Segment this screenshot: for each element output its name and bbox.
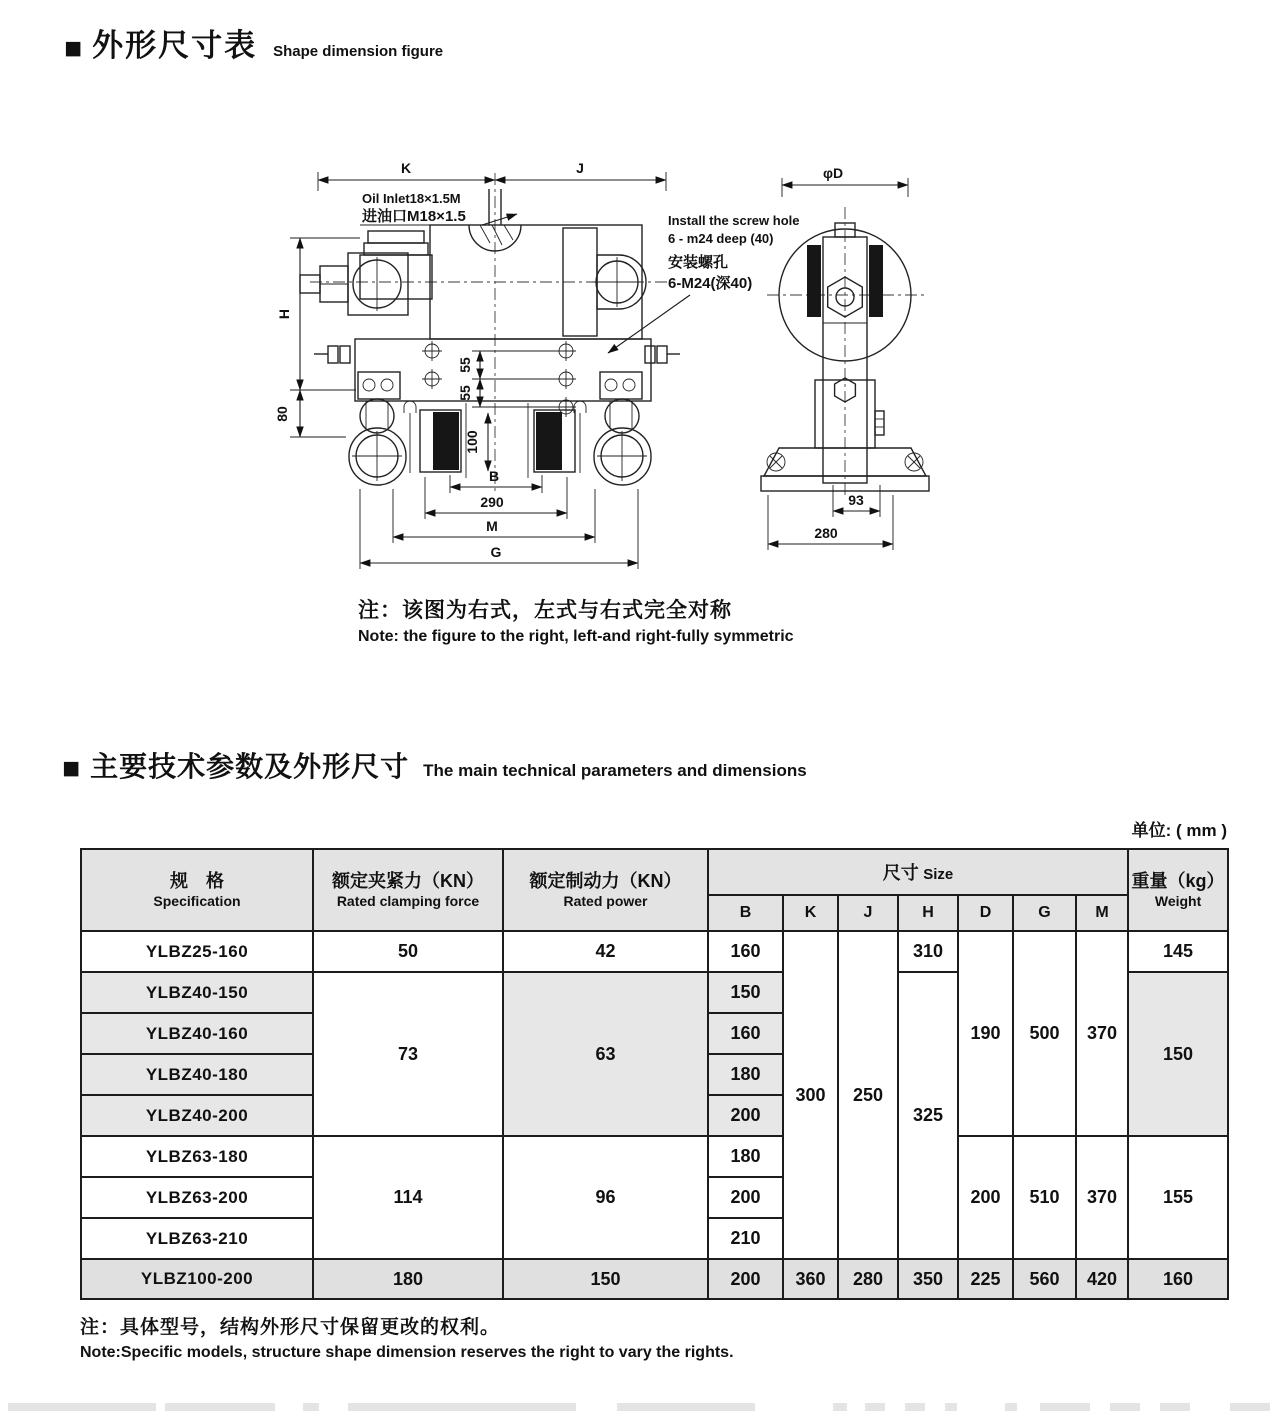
section1-title-zh: 外形尺寸表: [92, 28, 258, 63]
shape-dimension-drawing: [270, 145, 1000, 605]
parameters-table: [80, 848, 1229, 1300]
col-header-J: J: [838, 895, 898, 931]
screw-hole-annotation: [608, 213, 800, 353]
ear-hinges: [349, 428, 651, 485]
cell-clamp: 50: [313, 931, 503, 972]
cell-spec: YLBZ40-200: [81, 1095, 313, 1136]
dim-label-100: 100: [464, 430, 480, 454]
page-bottom-artifact: [0, 1403, 1279, 1411]
cell-K: 360: [783, 1259, 838, 1299]
cell-brake-merged: 96: [503, 1136, 708, 1259]
cell-H: 310: [898, 931, 958, 972]
cell-M-merged: 370: [1076, 931, 1128, 1136]
cell-spec: YLBZ100-200: [81, 1259, 313, 1299]
col-header-size: 尺寸 Size: [708, 849, 1128, 895]
cell-B: 160: [708, 1013, 783, 1054]
dim-label-80: 80: [274, 406, 290, 422]
cell-B: 180: [708, 1054, 783, 1095]
dim-label-J: J: [576, 160, 584, 176]
screw-note-zh2: 6-M24(深40): [668, 275, 753, 292]
cell-clamp-merged: 114: [313, 1136, 503, 1259]
screw-note-en2: 6 - m24 deep (40): [668, 231, 774, 246]
unit-label: 单位: ( mm ): [1131, 821, 1227, 840]
cell-G: 560: [1013, 1259, 1076, 1299]
screw-note-en1: Install the screw hole: [668, 213, 800, 228]
cell-weight-merged: 155: [1128, 1136, 1228, 1259]
drawing-note-zh: 注：该图为右式，左式与右式完全对称: [358, 599, 732, 622]
oil-inlet-label-zh: 进油口M18×1.5: [362, 208, 466, 225]
cell-spec: YLBZ63-200: [81, 1177, 313, 1218]
dim-label-K: K: [400, 160, 412, 176]
section2-title-zh: 主要技术参数及外形尺寸: [90, 751, 410, 782]
cell-H-merged: 325: [898, 972, 958, 1259]
col-header-weight: 重量（kg） Weight: [1128, 849, 1228, 931]
black-square-marker: ■: [62, 752, 81, 785]
cell-clamp-merged: 73: [313, 972, 503, 1136]
dim-label-280: 280: [814, 525, 838, 541]
col-header-G: G: [1013, 895, 1076, 931]
dim-label-phiD: φD: [822, 165, 844, 181]
col-header-spec: 规 格 Specification: [81, 849, 313, 931]
cell-D-merged: 200: [958, 1136, 1013, 1259]
cell-D-merged: 190: [958, 931, 1013, 1136]
cell-B: 150: [708, 972, 783, 1013]
drawing-note: [358, 594, 794, 646]
section2-title-en: The main technical parameters and dimensions: [423, 761, 807, 780]
cell-J: 280: [838, 1259, 898, 1299]
cell-spec: YLBZ40-180: [81, 1054, 313, 1095]
col-header-H: H: [898, 895, 958, 931]
section2-title: [62, 745, 807, 785]
dim-label-55a: 55: [457, 357, 473, 373]
black-square-marker: ■: [64, 32, 83, 65]
cell-B: 200: [708, 1259, 783, 1299]
col-header-braking-force: 额定制动力（KN） Rated power: [503, 849, 708, 931]
cell-B: 180: [708, 1136, 783, 1177]
dim-label-93: 93: [848, 492, 864, 508]
footnote: [80, 1312, 734, 1362]
cell-K-merged: 300: [783, 931, 838, 1259]
col-header-clamping-force: 额定夹紧力（KN） Rated clamping force: [313, 849, 503, 931]
cell-G-merged: 500: [1013, 931, 1076, 1136]
cell-weight: 160: [1128, 1259, 1228, 1299]
table-row: [81, 1259, 1228, 1299]
cell-spec: YLBZ40-160: [81, 1013, 313, 1054]
footnote-zh: 注：具体型号，结构外形尺寸保留更改的权利。: [80, 1317, 501, 1338]
dim-label-M: M: [486, 518, 498, 534]
cell-brake: 42: [503, 931, 708, 972]
side-bolts: [314, 346, 680, 363]
dim-label-B: B: [488, 468, 500, 484]
cell-brake-merged: 63: [503, 972, 708, 1136]
col-header-M: M: [1076, 895, 1128, 931]
oil-inlet-label-en: Oil Inlet18×1.5M: [362, 191, 461, 206]
cell-G-merged: 510: [1013, 1136, 1076, 1259]
dim-label-G: G: [490, 544, 502, 560]
cell-M: 420: [1076, 1259, 1128, 1299]
cell-B: 200: [708, 1095, 783, 1136]
cell-H: 350: [898, 1259, 958, 1299]
cell-B: 200: [708, 1177, 783, 1218]
cell-spec: YLBZ25-160: [81, 931, 313, 972]
header-row-1: [81, 849, 1228, 895]
table-row: [81, 1136, 1228, 1177]
table-row: [81, 931, 1228, 972]
dim-label-55b: 55: [457, 385, 473, 401]
footnote-en: Note:Specific models, structure shape dimension reserves the right to vary the rights.: [80, 1344, 734, 1361]
drawing-note-en: Note: the figure to the right, left-and right-fully symmetric: [358, 628, 794, 645]
cell-B: 160: [708, 931, 783, 972]
dim-label-290: 290: [480, 494, 504, 510]
col-header-B: B: [708, 895, 783, 931]
cell-weight: 145: [1128, 931, 1228, 972]
dim-label-H: H: [276, 308, 292, 320]
cell-spec: YLBZ63-180: [81, 1136, 313, 1177]
cell-clamp: 180: [313, 1259, 503, 1299]
cell-M-merged: 370: [1076, 1136, 1128, 1259]
section1-title: [64, 20, 443, 65]
cell-brake: 150: [503, 1259, 708, 1299]
cell-weight-merged: 150: [1128, 972, 1228, 1136]
cell-spec: YLBZ40-150: [81, 972, 313, 1013]
front-view: [274, 160, 680, 569]
cell-D: 225: [958, 1259, 1013, 1299]
cell-B: 210: [708, 1218, 783, 1259]
col-header-D: D: [958, 895, 1013, 931]
section1-title-en: Shape dimension figure: [273, 43, 444, 60]
col-header-K: K: [783, 895, 838, 931]
screw-note-zh1: 安装螺孔: [668, 254, 729, 271]
cell-spec: YLBZ63-210: [81, 1218, 313, 1259]
cell-J-merged: 250: [838, 931, 898, 1259]
hinge-brackets: [358, 372, 642, 433]
